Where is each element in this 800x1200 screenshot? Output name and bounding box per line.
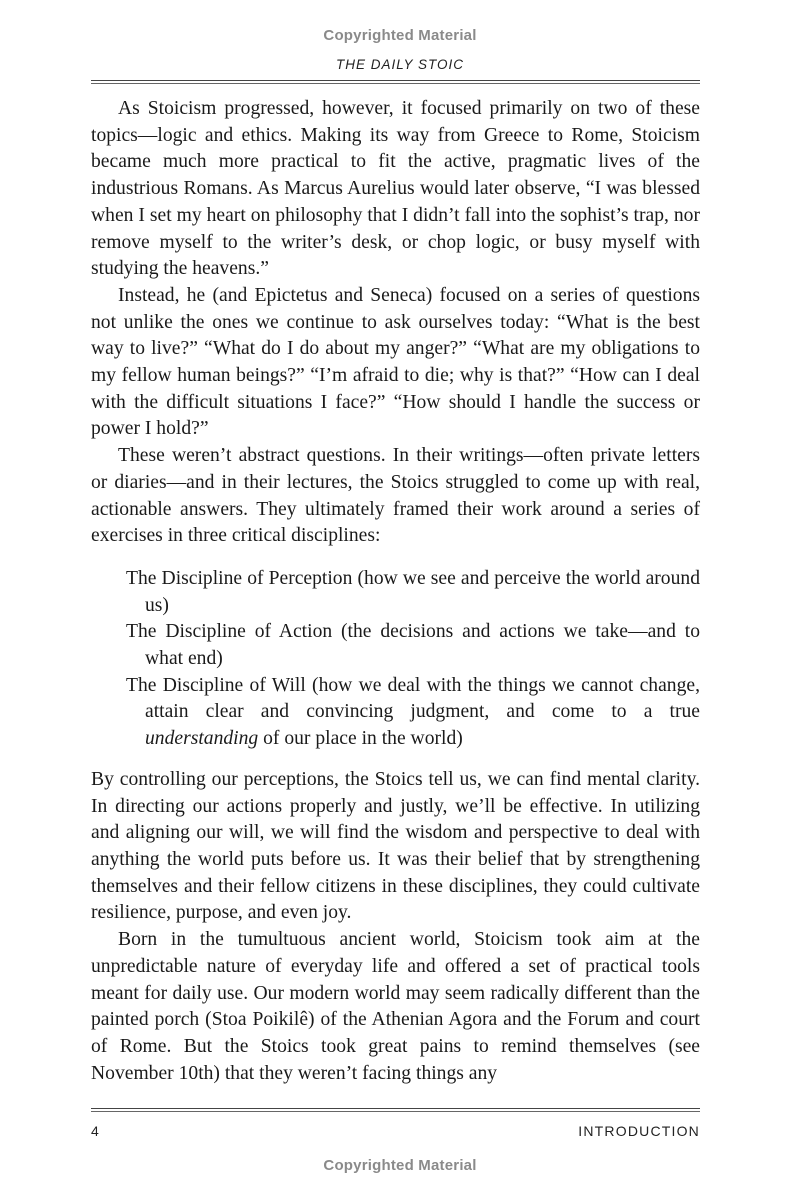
- discipline-will-text-before: The Discipline of Will (how we deal with the things we cannot change, attain clear and convincing judgment, and come to a true: [126, 674, 700, 723]
- discipline-will: [126, 673, 700, 753]
- copyright-watermark-top: Copyrighted Material: [323, 27, 477, 44]
- copyright-watermark-bottom: Copyrighted Material: [323, 1157, 477, 1174]
- paragraph: By controlling our perceptions, the Stoics tell us, we can find mental clarity. In directing our actions properly and justly, we’ll be effective. In utilizing and aligning our will, we will find the wisdom and perspective to deal with anything the world puts before us. It was their belief that by strengthening themselves and their fellow citizens in these disciplines, they could cultivate resilience, purpose, and even joy.: [91, 768, 700, 924]
- emphasis-understanding: understanding: [145, 728, 259, 750]
- section-name: INTRODUCTION: [578, 1123, 700, 1139]
- page-number: 4: [91, 1123, 100, 1139]
- paragraph: Born in the tumultuous ancient world, Stoicism took aim at the unpredictable nature of everyday life and offered a set of practical tools meant for daily use. Our modern world may seem radically different than the painted porch (Stoa Poikilê) of the Athenian Agora and the Forum and court of Rome. But the Stoics took great pains to remind themselves (see November 10th) that they weren’t facing things any: [91, 929, 700, 1084]
- page-body: [91, 96, 700, 1087]
- running-title: THE DAILY STOIC: [335, 57, 465, 72]
- header-rule: [91, 80, 700, 84]
- paragraph: As Stoicism progressed, however, it focused primarily on two of these topics—logic and ethics. Making its way from Greece to Rome, Stoicism became much more practical to fit the active, pragmatic lives of the industrious Romans. As Marcus Aurelius would later observe, “I was blessed when I set my heart on philosophy that I didn’t fall into the sophist’s trap, nor remove myself to the writer’s desk, or chop logic, or busy myself with studying the heavens.”: [91, 98, 700, 280]
- paragraph: These weren’t abstract questions. In their writings—often private letters or diaries—and in their lectures, the Stoics struggled to come up with real, actionable answers. They ultimately framed their work around a series of exercises in three critical disciplines:: [91, 445, 700, 547]
- discipline-will-text-after: of our place in the world): [258, 728, 463, 750]
- discipline-action: The Discipline of Action (the decisions and actions we take—and to what end): [126, 621, 700, 670]
- discipline-perception: The Discipline of Perception (how we see and perceive the world around us): [126, 567, 700, 616]
- footer-rule: [91, 1108, 700, 1112]
- paragraph: Instead, he (and Epictetus and Seneca) focused on a series of questions not unlike the ones we continue to ask ourselves today: “What is the best way to live?” “What do I do about my anger?” “What are my obligations to my fellow human beings?” “I’m afraid to die; why is that?” “How can I deal with the difficult situations I face?” “How should I handle the success or power I hold?”: [91, 284, 700, 440]
- disciplines-list: [91, 566, 700, 753]
